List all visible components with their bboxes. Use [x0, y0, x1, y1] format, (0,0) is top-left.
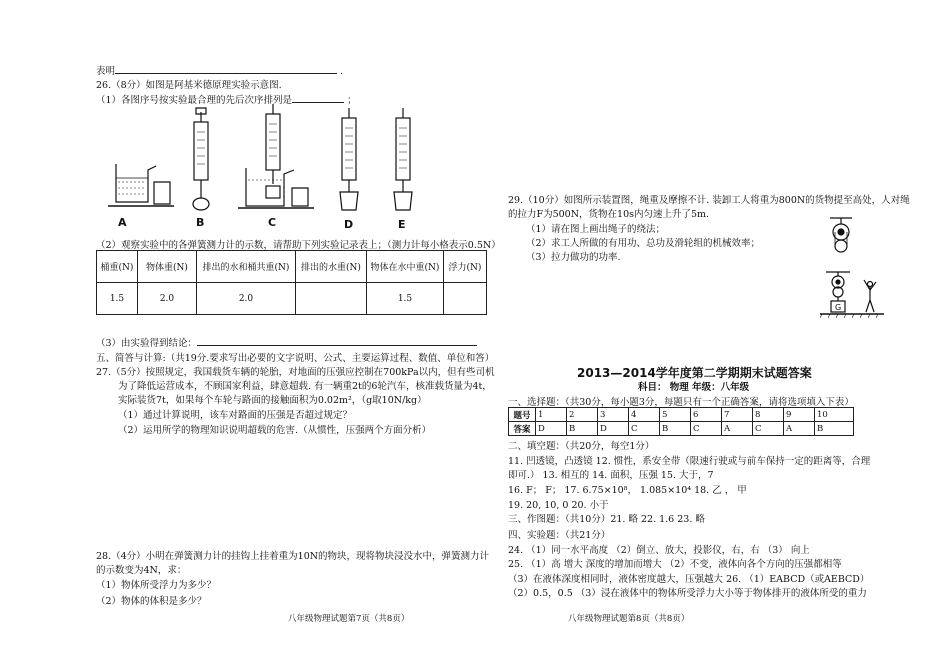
section-1-title: 一、选择题：（共30分，每小题3分，每题只有一个正确答案，请将选项填入下表） — [508, 397, 854, 408]
table-cell — [444, 283, 487, 315]
q29-sub1: （1）请在图上画出绳子的绕法； — [526, 224, 666, 235]
answer-subtitle: 科目： 物理 年级：八年级 — [638, 382, 750, 393]
q29-sub2: （2）求工人所做的有用功、总功及滑轮组的机械效率； — [526, 238, 761, 249]
q29-line1: 29.（10分）如图所示装置图，绳重及摩擦不计. 装卸工人将重为800N的货物提至高处，人对绳 — [508, 195, 910, 206]
table-header: 排出的水重(N) — [296, 251, 367, 283]
record-table — [96, 250, 487, 315]
section-5-title: 五、简答与计算:（共19分.要求写出必要的文字说明、公式、主要运算过程、数值、单位和答） — [96, 353, 495, 364]
fill-line-1: 11. 凹透镜，凸透镜 12. 惯性，系安全带（限速行驶或与前车保持一定的距离等，合理 — [508, 456, 871, 467]
mc-number: 7 — [722, 408, 753, 422]
q26-part3: （3）由实验得到结论： — [96, 335, 477, 349]
section-3-title: 三、作图题：（共10分）21. 略 22. 1.6 23. 略 — [508, 514, 705, 525]
mc-answer: A — [784, 422, 815, 436]
mc-answer: B — [567, 422, 598, 436]
archimedes-figure-de — [330, 108, 440, 236]
fig-label-c: C — [268, 216, 277, 229]
table-header: 物体在水中重(N) — [367, 251, 444, 283]
fig-label-b: B — [196, 216, 205, 229]
left-page-footer: 八年级物理试题第7页（共8页） — [288, 614, 410, 624]
q29-sub3: （3）拉力做功的功率. — [526, 252, 621, 263]
q27-line3: 实际装货7t，如果每个车轮与路面的接触面积为0.02m²，（g取10N/kg） — [118, 395, 427, 406]
pulley-figure-top — [826, 216, 856, 256]
mc-answer: D — [598, 422, 629, 436]
q27-sub2: （2）运用所学的物理知识说明超载的危害.（从惯性，压强两个方面分析） — [118, 425, 432, 436]
exp-line-3: （3）在液体深度相同时，液体密度越大，压强越大 26. （1）EABCD（或AEBCD） — [508, 574, 870, 585]
mc-answer: C — [629, 422, 660, 436]
fig-label-d: D — [344, 218, 354, 231]
mc-answer: D — [536, 422, 567, 436]
mc-number: 5 — [660, 408, 691, 422]
q27-line2: 为了降低运营成本，不顾国家利益，肆意超载. 有一辆重2t的6轮汽车，核准载货量为4t， — [118, 381, 492, 392]
table-cell: 2.0 — [138, 283, 197, 315]
q28-line2: 的示数变为4N，求： — [96, 565, 187, 576]
mc-answer-table — [508, 407, 854, 436]
exp-line-1: 24. （1）同一水平高度 （2）倒立、放大，投影仪，右，右 （3） 向上 — [508, 545, 810, 556]
q26-part1: （1）各图序号按实验最合理的先后次序排列是 ； — [96, 95, 357, 106]
table-cell: 1.5 — [97, 283, 138, 315]
table-cell: 1.5 — [367, 283, 444, 315]
mc-answer: C — [691, 422, 722, 436]
table-header: 浮力(N) — [444, 251, 487, 283]
q29-line2: 的拉力F为500N，货物在10s内匀速上升了5m. — [508, 209, 710, 220]
answer-title: 2013—2014学年度第二学期期末试题答案 — [577, 366, 812, 380]
exp-line-2: 25. （1）高 增大 深度的增加而增大 （2）不变，液体向各个方向的压强都相等 — [508, 559, 842, 570]
mc-answer: B — [660, 422, 691, 436]
mc-number: 1 — [536, 408, 567, 422]
table-header: 排出的水和桶共重(N) — [197, 251, 296, 283]
q28-sub1: （1）物体所受浮力为多少？ — [96, 580, 217, 591]
mc-number: 2 — [567, 408, 598, 422]
table-header: 物体重(N) — [138, 251, 197, 283]
section-4-title: 四、实验题：（共21分） — [508, 530, 611, 541]
exp-line-4: （2）0.5，0.5 （3）浸在液体中的物体所受浮力大小等于物体排开的液体所受的重力 — [508, 588, 867, 599]
fill-line-4: 19. 20, 10, 0 20. 小于 — [508, 500, 609, 511]
q28-line1: 28.（4分）小明在弹簧测力计的挂钩上挂着重为10N的物块，现将物块浸没水中，弹簧测力计 — [96, 551, 490, 562]
pulley-figure-bottom — [820, 270, 884, 318]
mc-number: 6 — [691, 408, 722, 422]
mc-number: 4 — [629, 408, 660, 422]
fill-line-2: 即可.） 13. 相互的 14. 面积，压强 15. 大于，7 — [508, 470, 714, 481]
mc-number: 3 — [598, 408, 629, 422]
mc-number: 10 — [815, 408, 854, 422]
fig-label-a: A — [118, 216, 127, 229]
fig-label-e: E — [398, 218, 406, 231]
q26-part2: （2）观察实验中的各弹簧测力计的示数，请帮助下列实验记录表上；（测力计每小格表示0.5N） — [96, 240, 501, 251]
mc-number: 9 — [784, 408, 815, 422]
mc-answer: A — [722, 422, 753, 436]
mc-number: 8 — [753, 408, 784, 422]
table-cell — [296, 283, 367, 315]
right-page-footer: 八年级物理试题第8页（共8页） — [568, 614, 690, 624]
mc-answer-label: 答案 — [509, 422, 536, 436]
table-header: 桶重(N) — [97, 251, 138, 283]
left-line-top: 表明 . — [96, 66, 344, 77]
q28-sub2: （2）物体的体积是多少？ — [96, 596, 207, 607]
archimedes-figure — [108, 104, 340, 234]
section-2-title: 二、填空题：（共20分，每空1分） — [508, 441, 655, 452]
mc-answer: C — [753, 422, 784, 436]
q27-sub1: （1）通过计算说明，该车对路面的压强是否超过规定？ — [118, 410, 353, 421]
q26-title: 26.（8分）如图是阿基米德原理实验示意图. — [96, 80, 282, 91]
table-cell: 2.0 — [197, 283, 296, 315]
fill-line-3: 16. F； F； 17. 6.75×10⁸， 1.085×10⁴ 18. 乙 ， 甲 — [508, 485, 747, 496]
cargo-label-g: G — [835, 303, 842, 312]
mc-header-label: 题号 — [509, 408, 536, 422]
mc-answer: B — [815, 422, 854, 436]
q27-line1: 27.（5分）按照规定，我国载货车辆的轮胎，对地面的压强应控制在700kPa以内，但有些司机 — [96, 367, 495, 378]
